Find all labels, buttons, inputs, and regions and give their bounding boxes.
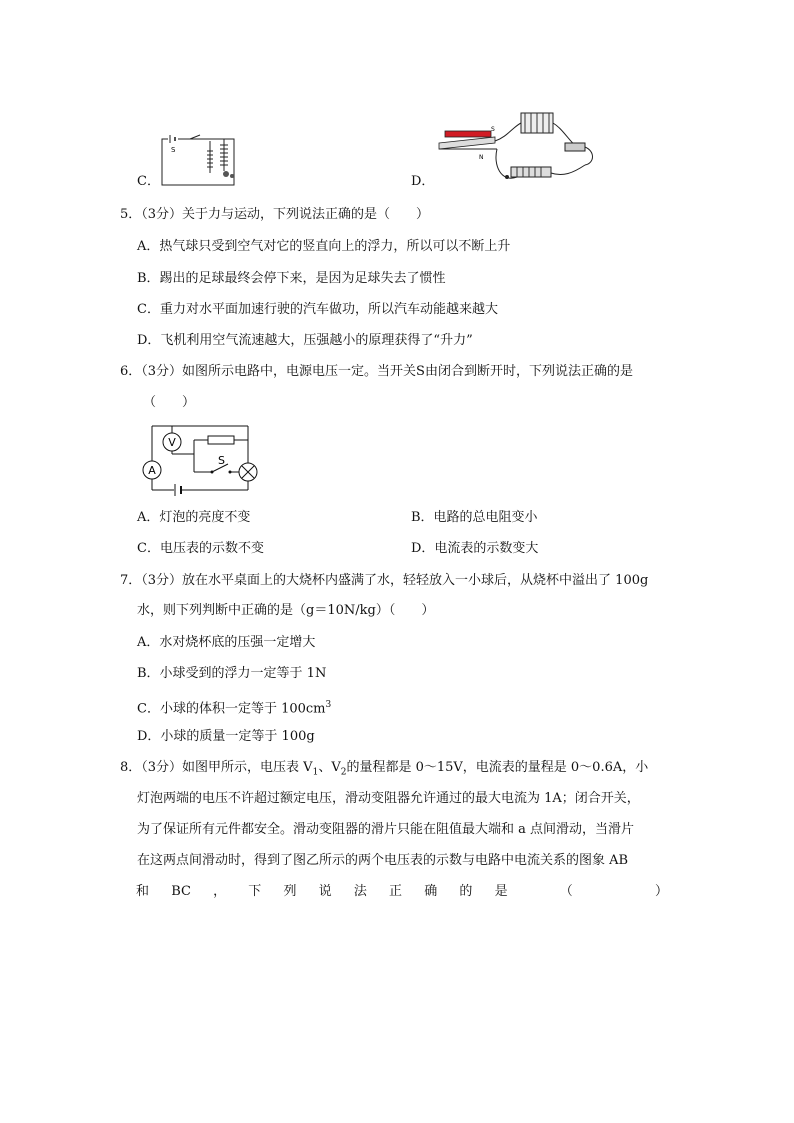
q4-fig-d-n: N [479,154,484,161]
q8-l5-token: 列 [283,884,297,899]
q8-l5-token: 下 [248,884,262,899]
q6-stem-line2: （ ） [143,395,196,410]
q6-ammeter-label: A [148,464,156,477]
q8-l5-token: 的 [459,884,473,899]
q8-stem-line3: 为了保证所有元件都安全。滑动变阻器的滑片只能在阻值最大端和 a 点间滑动，当滑片 [137,822,635,837]
q8-l5-token: 法 [353,884,367,899]
q8-stem-line2: 灯泡两端的电压不许超过额定电压，滑动变阻器允许通过的最大电流为 1A；闭合开关， [137,791,640,806]
q4-figure-d [437,107,597,189]
q6-voltmeter-label: V [168,436,176,449]
q7-stem-line1: 7．（3分）放在水平桌面上的大烧杯内盛满了水，轻轻放入一小球后，从烧杯中溢出了 100g [120,573,649,588]
q4-fig-d-s: S [491,126,495,133]
q8-l5-token: ） [654,884,668,899]
q4-figure-c [160,133,260,189]
q8-l5-token: BC [171,884,191,899]
q5-option-d: D．飞机利用空气流速越大，压强越小的原理获得了“升力” [137,333,473,348]
q6-option-b: B．电路的总电阻变小 [411,510,538,525]
q6-option-a: A．灯泡的亮度不变 [137,510,251,525]
q4-option-d-label: D． [411,174,435,189]
q7-option-d: D．小球的质量一定等于 100g [137,729,315,744]
q8-l1-part-b: 、V [318,760,341,775]
q8-l1-sub1: 1 [312,767,319,778]
q7-option-a: A．水对烧杯底的压强一定增大 [137,635,316,650]
q5-option-b: B．踢出的足球最终会停下来，是因为足球失去了惯性 [137,271,446,286]
q8-stem-line1 [120,759,648,782]
q6-option-c: C．电压表的示数不变 [137,541,264,556]
q8-l5-token: 说 [318,884,332,899]
q6-switch-label: S [218,454,225,467]
q7-option-b: B．小球受到的浮力一定等于 1N [137,666,327,681]
q8-stem-line4: 在这两点间滑动时，得到了图乙所示的两个电压表的示数与电路中电流关系的图象 AB [137,853,629,868]
q8-l5-token: 是 [494,884,508,899]
q5-option-c: C．重力对水平面加速行驶的汽车做功，所以汽车动能越来越大 [137,302,498,317]
q5-option-a: A．热气球只受到空气对它的竖直向上的浮力，所以可以不断上升 [137,239,511,254]
q8-l5-token: 正 [389,884,403,899]
q7-option-c-sup: 3 [325,700,332,710]
q7-stem-line2: 水，则下列判断中正确的是（g＝10N/kg）（ ） [137,603,435,618]
q8-l1-part-c: 的量程都是 0～15V，电流表的量程是 0～0.6A，小 [346,760,649,775]
q4-fig-c-s: S [171,146,176,154]
q8-l5-token: （ [559,884,573,899]
q8-stem-line5 [136,883,668,901]
q6-option-d: D．电流表的示数变大 [411,541,539,556]
q6-stem-line1: 6．（3分）如图所示电路中，电源电压一定。当开关S由闭合到断开时，下列说法正确的是 [120,364,633,379]
q8-l1-sub2: 2 [340,767,347,778]
q5-stem: 5．（3分）关于力与运动，下列说法正确的是（ ） [120,207,430,222]
q4-option-c-label: C． [137,174,160,189]
q8-l5-token: ， [213,884,227,899]
q8-l5-token: 确 [424,884,438,899]
q8-l1-part-a: 8．（3分）如图甲所示，电压表 V [120,760,313,775]
q6-circuit-figure [138,420,268,500]
q7-option-c-text: C．小球的体积一定等于 100cm [137,701,326,717]
q8-l5-token: 和 [136,884,150,899]
q7-option-c [137,696,331,718]
